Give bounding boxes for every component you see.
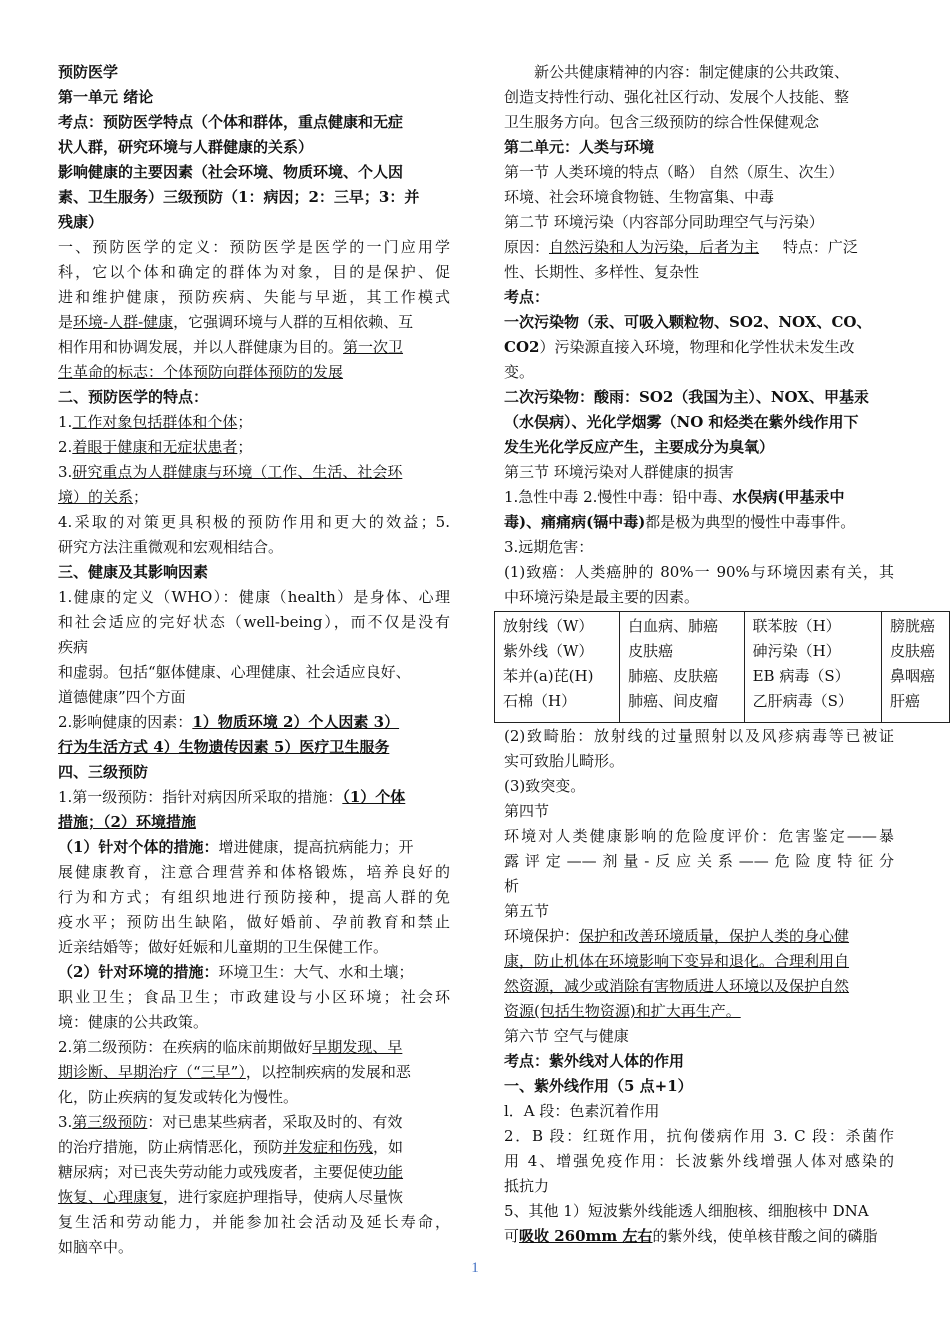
paragraph-line: (1)致癌：人类癌肿的 80%一 90%与环境因素有关，其 — [504, 563, 894, 581]
underlined-text: 境）的关系 — [58, 488, 134, 506]
paragraph-line: 职业卫生；食品卫生；市政建设与小区环境；社会环 — [58, 988, 450, 1006]
underlined-text: 自然污染和人为污染，后者为主 — [549, 238, 760, 256]
list-item: 研究方法注重微观和宏观相结合。 — [58, 538, 284, 556]
paragraph-line — [58, 1185, 450, 1210]
list-item: 4.采取的对策更具积极的预防作用和更大的效益；5. — [58, 513, 450, 531]
text: 环境保护： — [504, 927, 580, 945]
list-item — [58, 435, 450, 460]
paragraph-line — [58, 1160, 450, 1185]
key-point: 影响健康的主要因素（社会环境、物质环境、个人因 — [58, 163, 404, 181]
list-item — [504, 1224, 894, 1249]
key-point: 考点：预防医学特点（个体和群体，重点健康和无症 — [58, 113, 404, 131]
underlined-line: 生革命的标志：个体预防向群体预防的发展 — [58, 363, 344, 381]
bold-underlined-text: （1）个体 — [342, 788, 406, 806]
key-point: 考点：紫外线对人体的作用 — [504, 1052, 685, 1070]
paragraph-line: 3.远期危害： — [504, 538, 594, 556]
bold-text: （1）针对个体的措施： — [58, 838, 219, 856]
paragraph-line: 复生活和劳动能力，并能参加社会活动及延长寿命， — [58, 1213, 450, 1231]
text: 原因： — [504, 238, 550, 256]
paragraph-line — [58, 1035, 450, 1060]
text: 3. — [58, 463, 73, 481]
underlined-text: 保护和改善环境质量，保护人类的身心健 — [579, 927, 850, 945]
paragraph-line — [58, 835, 450, 860]
underlined-line: 然资源，减少或消除有害物质进人环境以及保护自然 — [504, 977, 850, 995]
paragraph-line: 科，它以个体和确定的群体为对象，目的是保护、促 — [58, 263, 450, 281]
table-cell: 皮肤癌 — [890, 642, 936, 660]
table-row — [495, 689, 950, 723]
text: ，如 — [373, 1138, 404, 1156]
key-point: （水俣病）、光化学烟雾（NO 和烃类在紫外线作用下 — [504, 413, 859, 431]
table-cell: 肺癌、皮肤癌 — [620, 664, 745, 689]
bold-underlined-text: 1）物质环境 2）个人因素 3） — [192, 713, 400, 731]
text: ； — [237, 413, 253, 431]
section-heading: 一、紫外线作用（5 点+1） — [504, 1077, 693, 1095]
text: ，它强调环境与人群的互相依赖、互 — [173, 313, 414, 331]
list-item: 用 4、增强免疫作用：长波紫外线增强人体对感染的 — [504, 1152, 894, 1170]
paragraph-line: 道德健康”四个方面 — [58, 688, 186, 706]
text: 都是极为典型的慢性中毒事件。 — [645, 513, 856, 531]
underlined-text: 期诊断、早期治疗（“三早”） — [58, 1063, 246, 1081]
doc-title: 预防医学 — [58, 63, 119, 81]
paragraph-line: 如脑卒中。 — [58, 1238, 134, 1256]
text: 是 — [58, 313, 74, 331]
section-heading: 二、预防医学的特点： — [58, 388, 209, 406]
table-cell: EB 病毒（S） — [744, 664, 881, 689]
paragraph-line: 近亲结婚等；做好妊娠和儿童期的卫生保健工作。 — [58, 938, 389, 956]
text: ，以控制疾病的发展和恶 — [245, 1063, 411, 1081]
paragraph-line — [58, 335, 450, 360]
paragraph-line — [58, 1135, 450, 1160]
text: 1.第一级预防：指针对病因所采取的措施： — [58, 788, 343, 806]
underlined-text: 功能 — [373, 1163, 404, 1181]
paragraph-line: 中环境污染是最主要的因素。 — [504, 588, 700, 606]
list-item: l．A 段：色素沉着作用 — [504, 1102, 660, 1120]
unit-heading: 第二单元：人类与环境 — [504, 138, 655, 156]
paragraph-line: 和虚弱。包括“躯体健康、心理健康、社会适应良好、 — [58, 663, 411, 681]
bold-underlined-line: 措施；（2）环境措施 — [58, 813, 196, 831]
key-point: 素、卫生服务）三级预防（1：病因；2：三早；3：并 — [58, 188, 420, 206]
paragraph-line: 和社会适应的完好状态（well-being），而不仅是没有 — [58, 613, 450, 631]
key-point: 二次污染物：酸雨：SO2（我国为主）、NOX、甲基汞 — [504, 388, 869, 406]
table-cell: 膀胱癌 — [890, 617, 936, 635]
page-number: 1 — [471, 1260, 479, 1276]
text: 特点：广泛 — [759, 238, 858, 256]
paragraph-line: 新公共健康精神的内容：制定健康的公共政策、 — [534, 63, 850, 81]
paragraph-line: 实可致胎儿畸形。 — [504, 752, 625, 770]
paragraph-line — [58, 710, 450, 735]
table-cell: 乙肝病毒（S） — [744, 689, 881, 723]
paragraph-line: 行为和方式；有组织地进行预防接种，提高人群的免 — [58, 888, 450, 906]
text: 1. — [58, 413, 73, 431]
table-cell: 联苯胺（H） — [744, 612, 881, 640]
text: 1.急性中毒 2.慢性中毒：铅中毒、 — [504, 488, 733, 506]
underlined-line: 康，防止机体在环境影响下变异和退化。合理利用自 — [504, 952, 850, 970]
paragraph-line — [58, 1110, 450, 1135]
table-cell: 皮肤癌 — [620, 639, 745, 664]
table-cell: 放射线（W） — [495, 612, 620, 640]
paragraph-line: 析 — [504, 877, 520, 895]
table-row — [495, 612, 950, 640]
paragraph-line: 环境对人类健康影响的危险度评价：危害鉴定——暴 — [504, 827, 894, 845]
key-point: 残康） — [58, 213, 104, 231]
section-heading: 第三节 环境污染对人群健康的损害 — [504, 463, 734, 481]
text: 2.影响健康的因素： — [58, 713, 193, 731]
table-cell: 砷污染（H） — [744, 639, 881, 664]
list-item — [58, 460, 450, 485]
paragraph-line — [58, 960, 450, 985]
paragraph-line: 创造支持性行动、强化社区行动、发展个人技能、整 — [504, 88, 850, 106]
key-point: 发生光化学反应产生，主要成分为臭氧） — [504, 438, 775, 456]
key-point: 状人群，研究环境与人群健康的关系） — [58, 138, 314, 156]
section-heading: 第六节 空气与健康 — [504, 1027, 629, 1045]
underlined-text: 环境-人群-健康 — [73, 313, 174, 331]
bold-underlined-text: 吸收 260mm 左右 — [519, 1227, 653, 1245]
paragraph-line: 疾病 — [58, 638, 89, 656]
paragraph-line: (2)致畸胎：放射线的过量照射以及风疹病毒等已被证 — [504, 727, 894, 745]
text: 2.第二级预防：在疾病的临床前期做好 — [58, 1038, 313, 1056]
paragraph-line: 第二节 环境污染（内容部分同助理空气与污染） — [504, 213, 824, 231]
paragraph-line: 变。 — [504, 363, 535, 381]
paragraph-line: 环境、社会环境食物链、生物富集、中毒 — [504, 188, 775, 206]
paragraph-line: 境：健康的公共政策。 — [58, 1013, 209, 1031]
text: ； — [237, 438, 253, 456]
table-cell: 苯并(a)芘(H) — [495, 664, 620, 689]
list-item — [58, 485, 450, 510]
paragraph-line: 化，防止疾病的复发或转化为慢性。 — [58, 1088, 299, 1106]
paragraph-line — [504, 335, 894, 360]
text: 2. — [58, 438, 73, 456]
paragraph-line: 一、预防医学的定义：预防医学是医学的一门应用学 — [58, 238, 450, 256]
unit-heading: 第一单元 绪论 — [58, 88, 154, 106]
paragraph-line: 展健康教育，注意合理营养和体格锻炼，培养良好的 — [58, 863, 450, 881]
paragraph-line: 卫生服务方向。包含三级预防的综合性保健观念 — [504, 113, 820, 131]
paragraph-line — [58, 1060, 450, 1085]
section-heading: 第五节 — [504, 902, 550, 920]
bold-text: CO2 — [504, 338, 540, 356]
key-point-label: 考点： — [504, 288, 550, 306]
section-heading: 第四节 — [504, 802, 550, 820]
table-row — [495, 664, 950, 689]
list-item: 5、其他 1）短波紫外线能透人细胞核、细胞核中 DNA — [504, 1202, 869, 1220]
underlined-text: 恢复、心理康复 — [58, 1188, 164, 1206]
bold-text: 水俣病(甲基汞中 — [732, 488, 845, 506]
table-cell: 鼻咽癌 — [890, 667, 936, 685]
table-cell: 肝癌 — [890, 692, 921, 710]
paragraph-line: 露评定——剂量-反应关系——危险度特征分 — [504, 852, 894, 870]
left-column — [58, 60, 450, 1260]
key-point: 一次污染物（汞、可吸入颗粒物、SO2、NOX、CO、 — [504, 313, 872, 331]
list-item — [58, 410, 450, 435]
underlined-text: 研究重点为人群健康与环境（工作、生活、社会环 — [72, 463, 403, 481]
carcinogen-table — [494, 611, 950, 723]
text: 的紫外线，使单核苷酸之间的磷脂 — [652, 1227, 878, 1245]
text: 糖尿病；对已丧失劳动能力或残废者，主要促使 — [58, 1163, 374, 1181]
right-column — [503, 60, 936, 1249]
paragraph-line — [504, 485, 894, 510]
underlined-text: 第一次卫 — [343, 338, 404, 356]
underlined-text: 着眼于健康和无症状患者 — [72, 438, 238, 456]
paragraph-line — [504, 924, 894, 949]
text: 增进健康，提高抗病能力；开 — [218, 838, 414, 856]
paragraph-line — [58, 785, 450, 810]
paragraph-line: 疫水平；预防出生缺陷，做好婚前、孕前教育和禁止 — [58, 913, 450, 931]
paragraph-line: (3)致突变。 — [504, 777, 586, 795]
paragraph-line: 进和维护健康，预防疾病、失能与早逝，其工作模式 — [58, 288, 450, 306]
text: 3. — [58, 1113, 73, 1131]
text: 相作用和协调发展，并以人群健康为目的。 — [58, 338, 344, 356]
paragraph-line: 第一节 人类环境的特点（略） 自然（原生、次生） — [504, 163, 844, 181]
text: 可 — [504, 1227, 520, 1245]
section-heading: 四、三级预防 — [58, 763, 149, 781]
table-cell: 石棉（H） — [495, 689, 620, 723]
table-cell: 紫外线（W） — [495, 639, 620, 664]
underlined-text: 第三级预防 — [72, 1113, 148, 1131]
table-cell: 肺癌、间皮瘤 — [620, 689, 745, 723]
text: 环境卫生：大气、水和土壤； — [218, 963, 414, 981]
bold-underlined-line: 行为生活方式 4）生物遗传因素 5）医疗卫生服务 — [58, 738, 390, 756]
text: ； — [133, 488, 149, 506]
underlined-text: 早期发现、早 — [312, 1038, 403, 1056]
underlined-text: 并发症和伤残 — [283, 1138, 374, 1156]
paragraph-line: 1.健康的定义（WHO）：健康（health）是身体、心理 — [58, 588, 450, 606]
text: 的治疗措施，防止病情恶化，预防 — [58, 1138, 284, 1156]
list-item: 2．B 段：红斑作用，抗佝偻病作用 3. C 段：杀菌作 — [504, 1127, 894, 1145]
paragraph-line: 性、长期性、多样性、复杂性 — [504, 263, 700, 281]
paragraph-line — [58, 310, 450, 335]
underlined-line: 资源(包括生物资源)和扩大再生产。 — [504, 1002, 741, 1020]
list-item: 抵抗力 — [504, 1177, 550, 1195]
section-heading: 三、健康及其影响因素 — [58, 563, 209, 581]
table-cell: 白血病、肺癌 — [620, 612, 745, 640]
bold-text: 毒)、痛痛病(镉中毒) — [504, 513, 646, 531]
text: ）污染源直接入环境，物理和化学性状未发生改 — [539, 338, 855, 356]
text: ，进行家庭护理指导，使病人尽量恢 — [163, 1188, 404, 1206]
paragraph-line — [504, 235, 894, 260]
bold-text: （2）针对环境的措施： — [58, 963, 219, 981]
table-row — [495, 639, 950, 664]
text: ：对已患某些病者，采取及时的、有效 — [147, 1113, 403, 1131]
underlined-text: 工作对象包括群体和个体 — [72, 413, 238, 431]
paragraph-line — [504, 510, 894, 535]
